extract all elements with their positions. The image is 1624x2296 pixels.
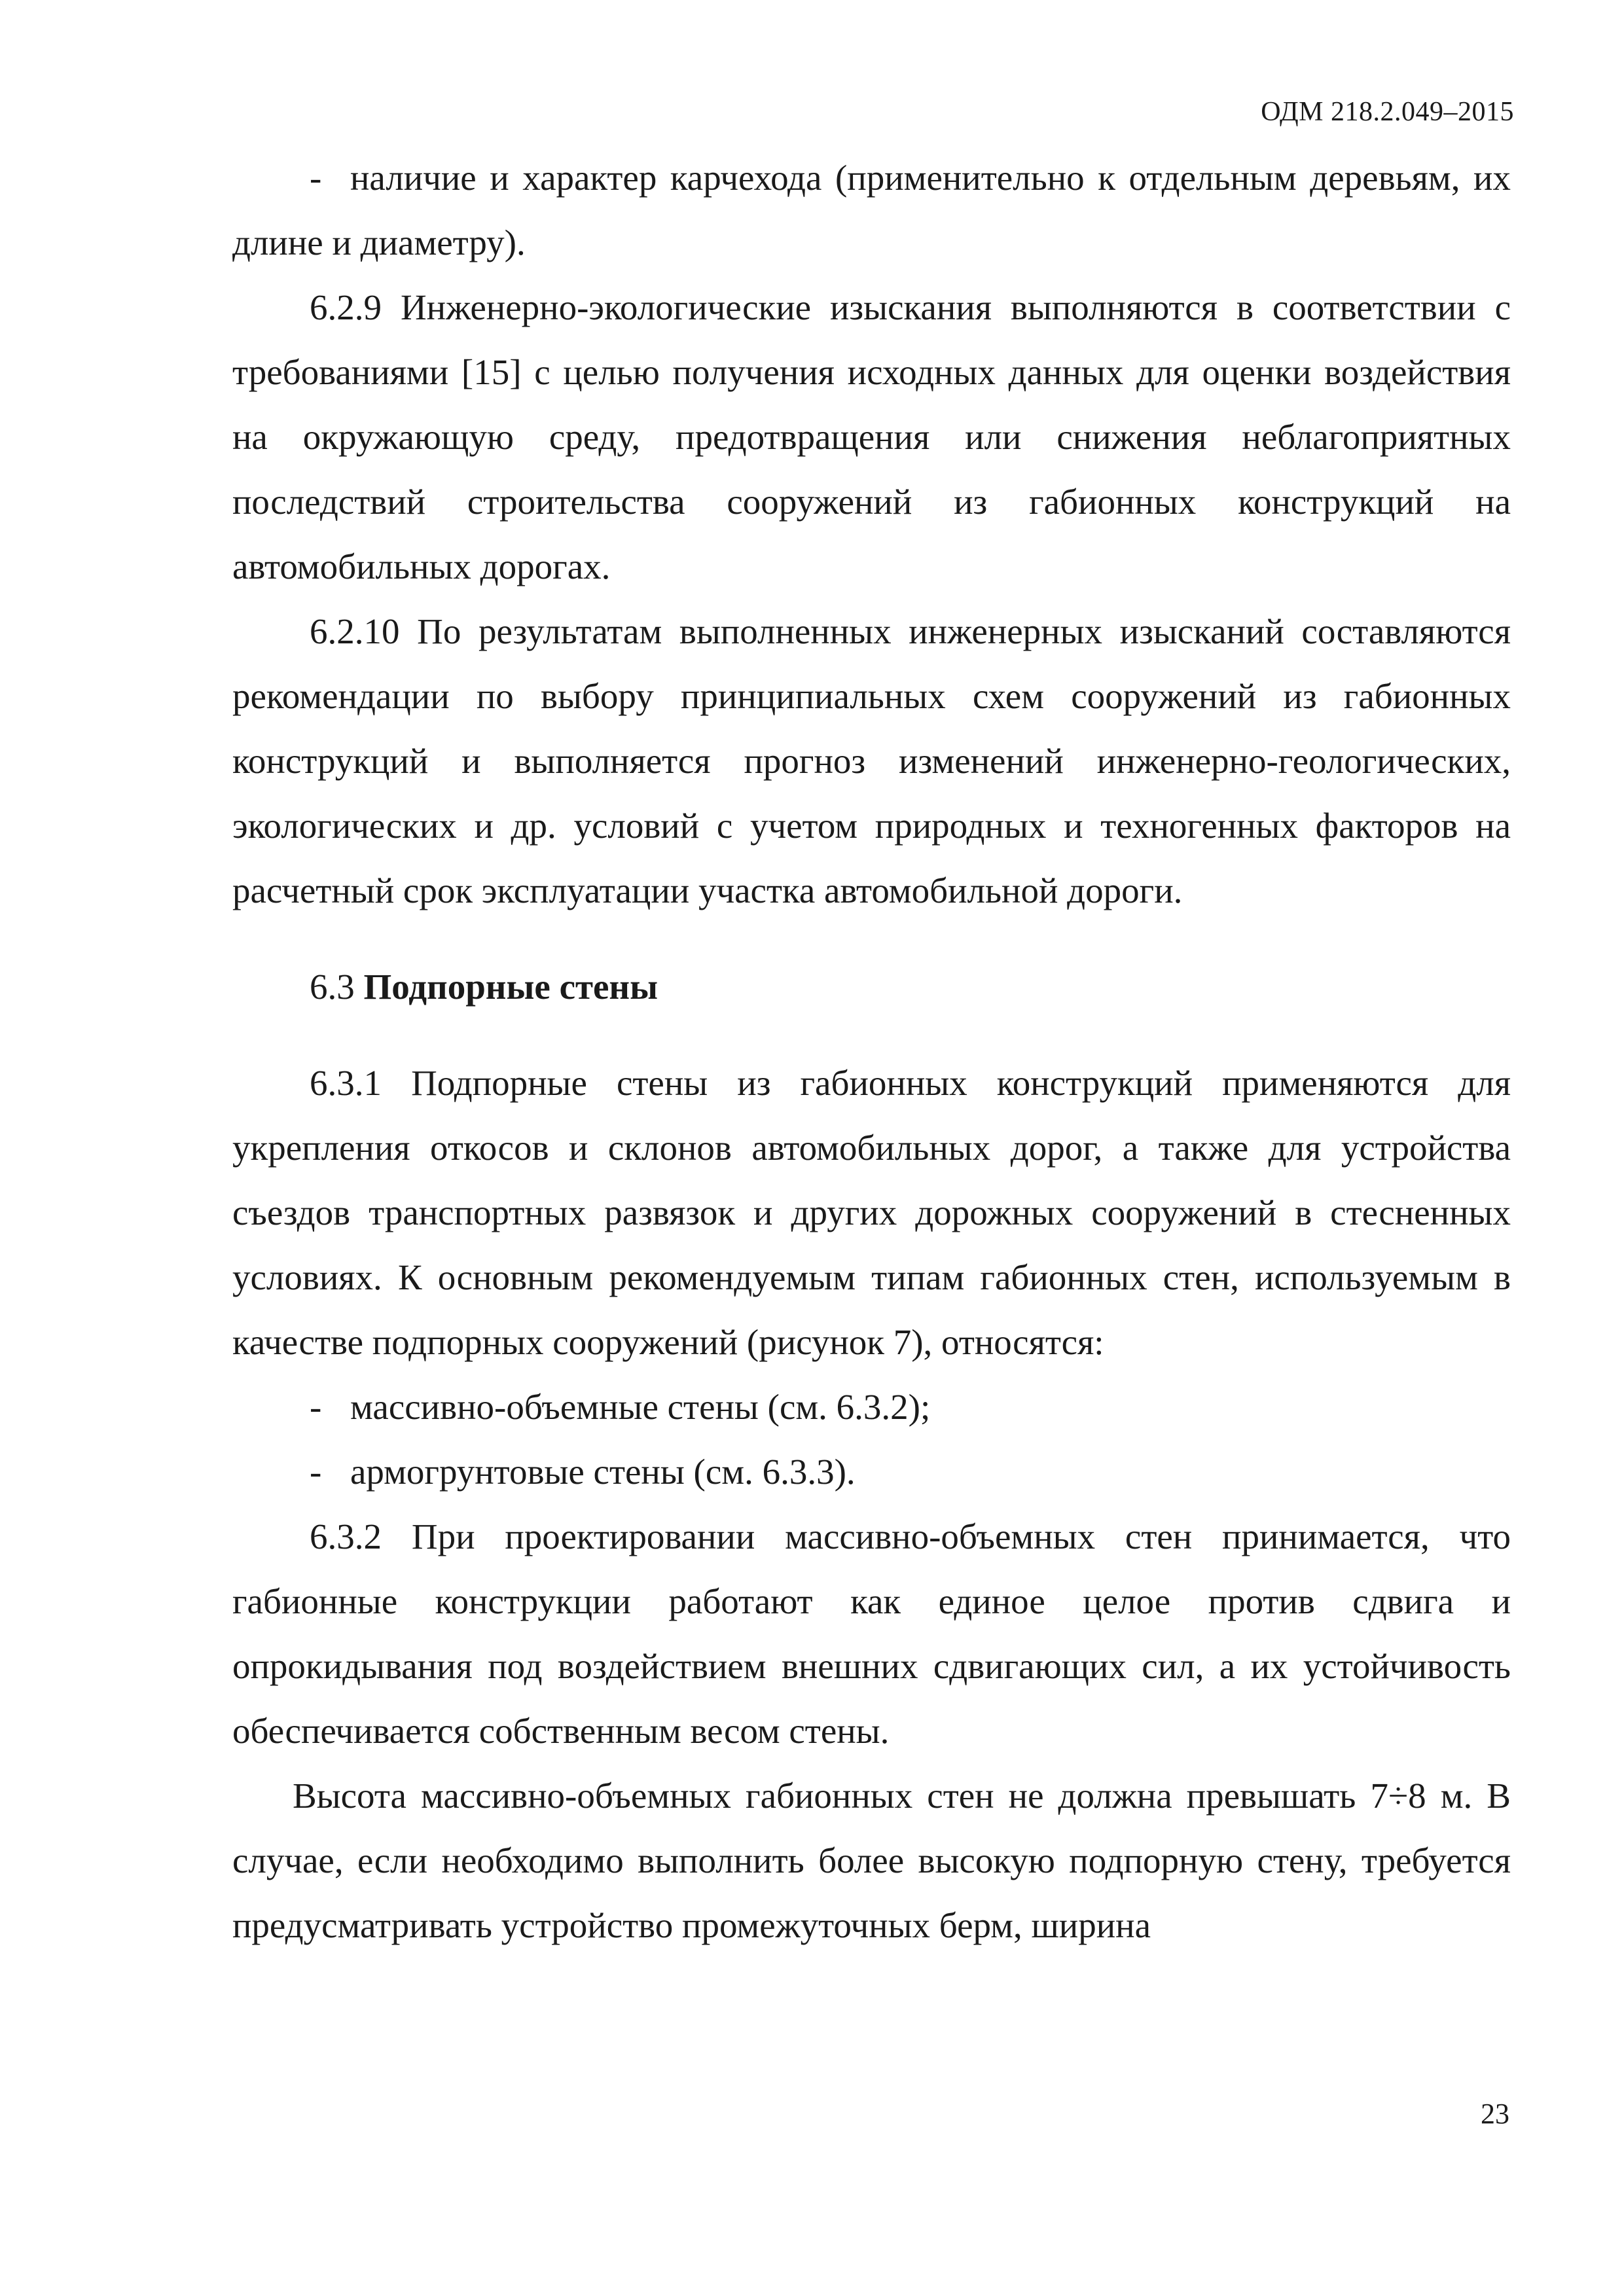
paragraph-number: 6.2.10 bbox=[310, 611, 400, 651]
list-item-text: армогрунтовые стены (см. 6.3.3). bbox=[350, 1452, 856, 1492]
body-text bbox=[232, 145, 1511, 1958]
section-number: 6.3 bbox=[310, 967, 355, 1007]
list-dash: - bbox=[310, 1387, 322, 1427]
list-item-text: массивно-объемные стены (см. 6.3.2); bbox=[350, 1387, 931, 1427]
list-item-karchekhod bbox=[232, 145, 1511, 275]
paragraph-text: Инженерно-экологические изыскания выполняются в соответствии с требованиями [15] с целью получения исходных данных для оценки воздействия на окружающую среду, предотвращения или снижения неблагоприятных последствий строительства сооружений из габионных конструкций на автомобильных дорогах. bbox=[232, 287, 1511, 586]
paragraph-text: При проектировании массивно-объемных стен принимается, что габионные конструкции работают как единое целое против сдвига и опрокидывания под воздействием внешних сдвигающих сил, а их устойчивость обеспечивается собственным весом стены. bbox=[232, 1516, 1511, 1751]
list-item-text: наличие и характер карчехода (применительно к отдельным деревьям, их длине и диаметру). bbox=[232, 158, 1511, 262]
paragraph-number: 6.2.9 bbox=[310, 287, 382, 327]
page-number: 23 bbox=[1481, 2098, 1509, 2130]
document-code: ОДМ 218.2.049–2015 bbox=[1261, 97, 1514, 127]
paragraph-text: По результатам выполненных инженерных изысканий составляются рекомендации по выбору принципиальных схем сооружений из габионных конструкций и выполняется прогноз изменений инженерно-геологических, экологических и др. условий с учетом природных и техногенных факторов на расчетный срок эксплуатации участка автомобильной дороги. bbox=[232, 611, 1511, 910]
paragraph-6-3-1 bbox=[232, 1050, 1511, 1374]
paragraph-wall-height bbox=[232, 1763, 1511, 1958]
paragraph-text: Подпорные стены из габионных конструкций применяются для укрепления откосов и склонов автомобильных дорог, а также для устройства съездов транспортных развязок и других дорожных сооружений в стесненных условиях. К основным рекомендуемым типам габионных стен, используемым в качестве подпорных сооружений (рисунок 7), относятся: bbox=[232, 1063, 1511, 1362]
paragraph-number: 6.3.1 bbox=[310, 1063, 382, 1103]
section-heading-6-3 bbox=[232, 954, 1511, 1019]
section-title: Подпорные стены bbox=[363, 967, 659, 1007]
list-dash: - bbox=[310, 158, 322, 198]
list-dash: - bbox=[310, 1452, 322, 1492]
paragraph-6-3-2 bbox=[232, 1504, 1511, 1763]
paragraph-6-2-10 bbox=[232, 599, 1511, 923]
paragraph-text: Высота массивно-объемных габионных стен не должна превышать 7÷8 м. В случае, если необходимо выполнить более высокую подпорную стену, требуется предусматривать устройство промежуточных берм, ширина bbox=[232, 1776, 1511, 1945]
paragraph-number: 6.3.2 bbox=[310, 1516, 382, 1556]
list-item-massive-walls bbox=[232, 1374, 1511, 1439]
list-item-reinforced-walls bbox=[232, 1439, 1511, 1504]
paragraph-6-2-9 bbox=[232, 275, 1511, 599]
